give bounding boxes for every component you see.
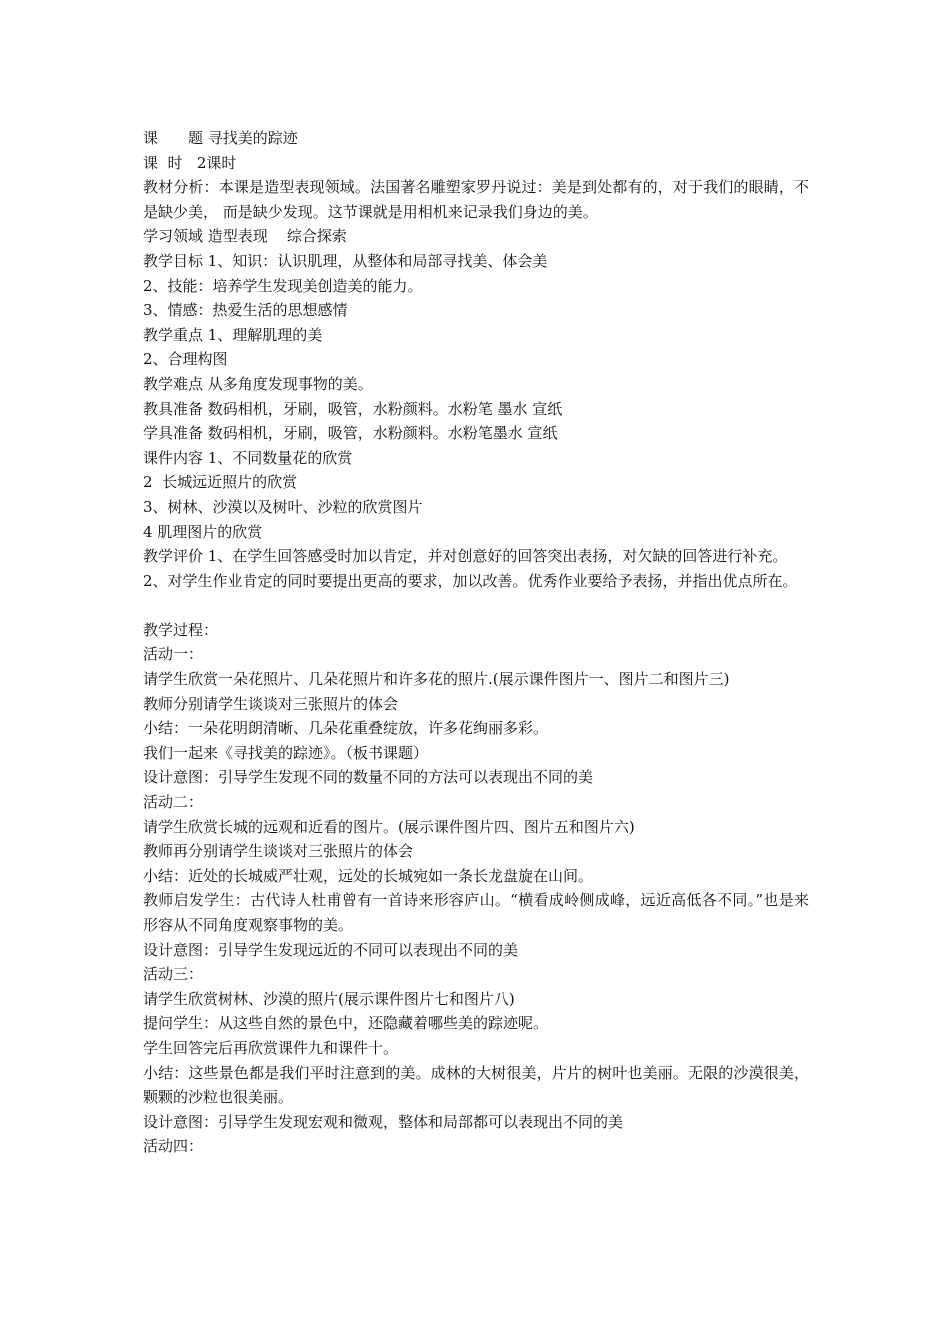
courseware-line-3: 3、树林、沙漠以及树叶、沙粒的欣赏图片 xyxy=(143,497,423,516)
activity-two-heading: 活动二： xyxy=(143,793,204,812)
activity-two-line-3: 小结：近处的长城威严壮观，远处的长城宛如一条长龙盘旋在山间。 xyxy=(143,866,594,885)
lesson-hours-line: 课 时 2课时 xyxy=(143,153,237,172)
activity-one-line-2: 教师分别请学生谈谈对三张照片的体会 xyxy=(143,694,399,713)
key-point-line-2: 2、合理构图 xyxy=(143,350,228,369)
activity-two-intent: 设计意图：引导学生发现远近的不同可以表现出不同的美 xyxy=(143,940,519,959)
courseware-line-4: 4 肌理图片的欣赏 xyxy=(143,522,263,541)
learning-domain-line: 学习领域 造型表现 综合探索 xyxy=(143,227,347,246)
courseware-line-1: 课件内容 1、不同数量花的欣赏 xyxy=(143,448,353,467)
activity-one-intent: 设计意图：引导学生发现不同的数量不同的方法可以表现出不同的美 xyxy=(143,768,594,787)
activity-two-poem-paragraph: 教师启发学生：古代诗人杜甫曾有一首诗来形容庐山。“横看成岭侧成峰，远近高低各不同。”也是来形容从不同角度观察事物的美。 xyxy=(143,891,809,934)
activity-three-line-1: 请学生欣赏树林、沙漠的照片(展示课件图片七和图片八) xyxy=(143,989,515,1008)
student-materials-line: 学具准备 数码相机，牙刷，吸管，水粉颜料。水粉笔墨水 宣纸 xyxy=(143,424,558,443)
key-point-line-1: 教学重点 1、理解肌理的美 xyxy=(143,325,323,344)
activity-one-line-3: 小结：一朵花明朗清晰、几朵花重叠绽放，许多花绚丽多彩。 xyxy=(143,719,549,738)
teacher-materials-line: 教具准备 数码相机，牙刷，吸管，水粉颜料。水粉笔 墨水 宣纸 xyxy=(143,399,563,418)
activity-one-line-1: 请学生欣赏一朵花照片、几朵花照片和许多花的照片.(展示课件图片一、图片二和图片三) xyxy=(143,670,730,689)
activity-four-heading: 活动四： xyxy=(143,1137,204,1156)
activity-three-intent: 设计意图：引导学生发现宏观和微观，整体和局部都可以表现出不同的美 xyxy=(143,1112,624,1131)
activity-two-line-1: 请学生欣赏长城的远观和近看的图片。(展示课件图片四、图片五和图片六) xyxy=(143,817,635,836)
document-body xyxy=(143,126,809,1159)
activity-two-line-2: 教师再分别请学生谈谈对三张照片的体会 xyxy=(143,842,414,861)
objective-skill-line: 2、技能：培养学生发现美创造美的能力。 xyxy=(143,276,423,295)
objective-knowledge-line: 教学目标 1、知识：认识肌理，从整体和局部寻找美、体会美 xyxy=(143,251,548,270)
lesson-title-line: 课 题 寻找美的踪迹 xyxy=(143,129,298,147)
activity-one-heading: 活动一： xyxy=(143,645,204,664)
process-heading: 教学过程： xyxy=(143,620,219,639)
evaluation-paragraph-1: 教学评价 1、在学生回答感受时加以肯定，并对创意好的回答突出表扬，对欠缺的回答进行补充。 xyxy=(143,547,788,566)
activity-one-line-4: 我们一起来《寻找美的踪迹》。（板书课题） xyxy=(143,743,429,762)
material-analysis-paragraph: 教材分析：本课是造型表现领域。法国著名雕塑家罗丹说过：美是到处都有的，对于我们的眼睛，不是缺少美， 而是缺少发现。这节课就是用相机来记录我们身边的美。 xyxy=(143,178,809,221)
objective-emotion-line: 3、情感：热爱生活的思想感情 xyxy=(143,301,348,320)
activity-three-line-3: 学生回答完后再欣赏课件九和课件十。 xyxy=(143,1038,399,1057)
activity-three-heading: 活动三： xyxy=(143,965,204,984)
activity-three-line-2: 提问学生：从这些自然的景色中，还隐藏着哪些美的踪迹呢。 xyxy=(143,1014,549,1033)
difficulty-line: 教学难点 从多角度发现事物的美。 xyxy=(143,374,373,393)
activity-three-summary-paragraph: 小结：这些景色都是我们平时注意到的美。成林的大树很美，片片的树叶也美丽。无限的沙漠很美，颗颗的沙粒也很美丽。 xyxy=(143,1063,809,1107)
evaluation-paragraph-2: 2、对学生作业肯定的同时要提出更高的要求，加以改善。优秀作业要给予表扬，并指出优点所在。 xyxy=(143,571,798,590)
blank-line xyxy=(143,593,809,618)
courseware-line-2: 2 长城远近照片的欣赏 xyxy=(143,473,298,492)
